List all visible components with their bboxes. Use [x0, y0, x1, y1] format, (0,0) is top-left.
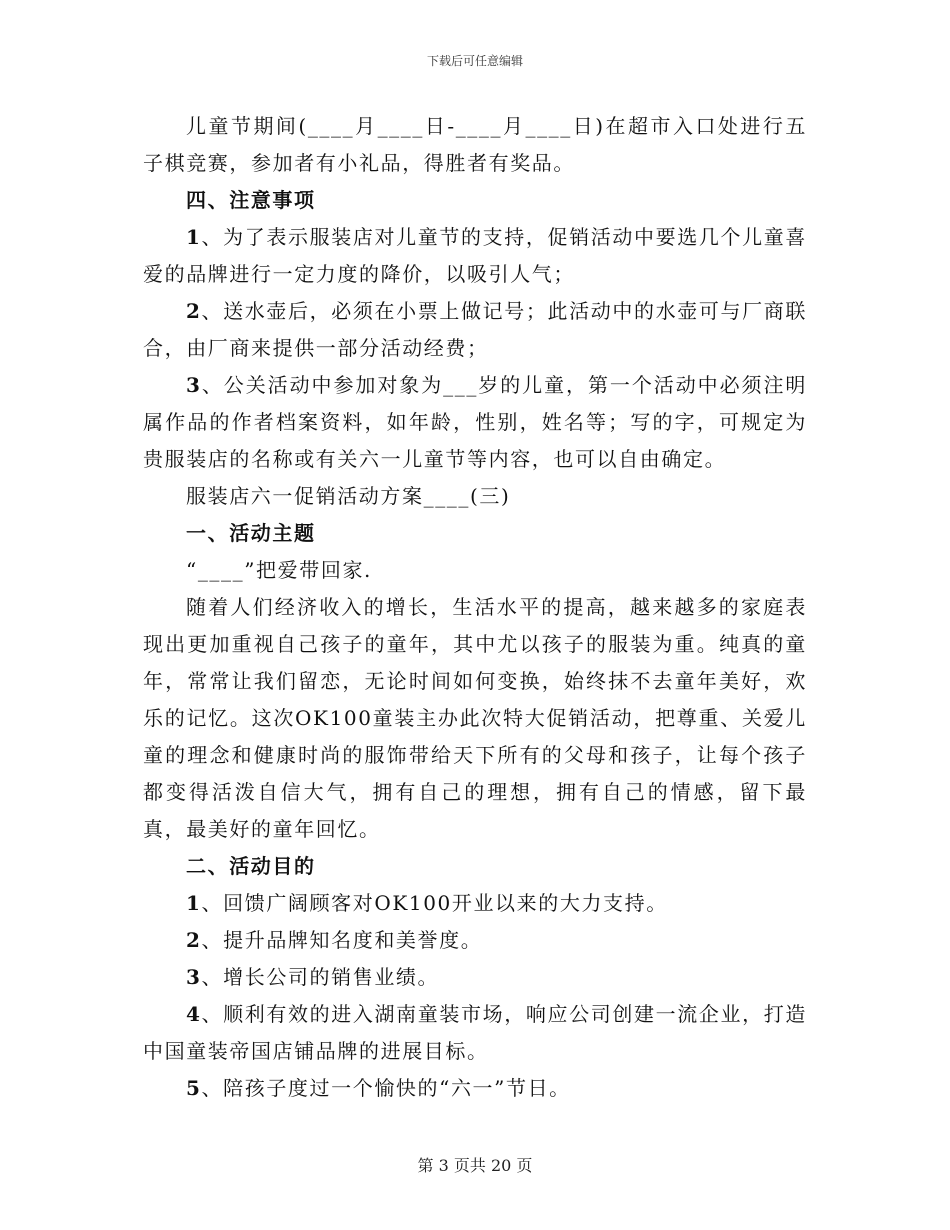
list-item: [143, 996, 807, 1070]
body-paragraph: “____”把爱带回家.: [186, 558, 373, 582]
body-paragraph: 服装店六一促销活动方案____(三): [186, 484, 511, 508]
section-heading: 一、活动主题: [186, 521, 316, 545]
list-item: [143, 1070, 807, 1107]
page-header: 下载后可任意编辑: [426, 54, 523, 68]
list-item-text: 、回馈广阔顾客对OK100开业以来的大力支持。: [201, 891, 668, 915]
list-item-text: 、公关活动中参加对象为___岁的儿童，第一个活动中必须注明属作品的作者档案资料，如年龄，性别，姓名等；写的字，可规定为贵服装店的名称或有关六一儿童节等内容，也可以自由确定。: [143, 373, 807, 471]
list-item-number: 4: [186, 1002, 202, 1026]
list-item: [143, 885, 807, 922]
list-item-number: 3: [186, 965, 202, 989]
list-item-number: 1: [186, 225, 202, 249]
list-item-text: 、为了表示服装店对儿童节的支持，促销活动中要选几个儿童喜爱的品牌进行一定力度的降价，以吸引人气；: [143, 225, 807, 286]
document-body: [143, 108, 807, 1107]
list-item: [143, 293, 807, 367]
list-item-text: 、陪孩子度过一个愉快的“六一”节日。: [201, 1076, 571, 1100]
section-heading: 二、活动目的: [186, 854, 316, 878]
list-item-number: 3: [186, 373, 202, 397]
list-item: [143, 959, 807, 996]
list-item-text: 、顺利有效的进入湖南童装市场，响应公司创建一流企业，打造中国童装帝国店铺品牌的进展目标。: [143, 1002, 807, 1063]
body-paragraph: 随着人们经济收入的增长，生活水平的提高，越来越多的家庭表现出更加重视自己孩子的童年，其中尤以孩子的服装为重。纯真的童年，常常让我们留恋，无论时间如何变换，始终抹不去童年美好，欢乐的记忆。这次OK100童装主办此次特大促销活动，把尊重、关爱儿童的理念和健康时尚的服饰带给天下所有的父母和孩子，让每个孩子都变得活泼自信大气，拥有自己的理想，拥有自己的情感，留下最真，最美好的童年回忆。: [143, 595, 807, 841]
list-item-number: 2: [186, 928, 202, 952]
list-item: [143, 922, 807, 959]
list-item: [143, 367, 807, 478]
section-heading: 四、注意事项: [186, 188, 316, 212]
list-item-text: 、增长公司的销售业绩。: [201, 965, 440, 989]
list-item-number: 5: [186, 1076, 202, 1100]
list-item-number: 2: [186, 299, 202, 323]
list-item-number: 1: [186, 891, 202, 915]
body-paragraph: 儿童节期间(____月____日-____月____日)在超市入口处进行五子棋竞赛，参加者有小礼品，得胜者有奖品。: [143, 114, 807, 175]
list-item-text: 、送水壶后，必须在小票上做记号；此活动中的水壶可与厂商联合，由厂商来提供一部分活动经费；: [143, 299, 807, 360]
list-item-text: 、提升品牌知名度和美誉度。: [201, 928, 483, 952]
list-item: [143, 219, 807, 293]
page-footer: 第 3 页共 20 页: [417, 1156, 533, 1175]
